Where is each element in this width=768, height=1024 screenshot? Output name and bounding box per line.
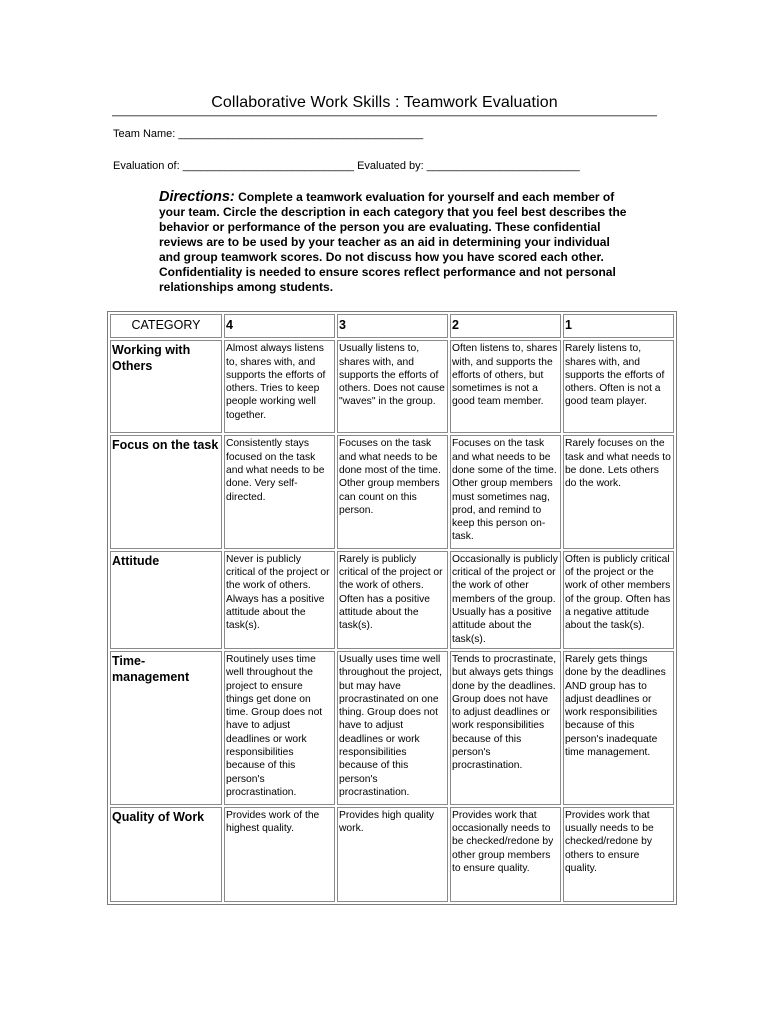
description-cell[interactable]: Provides high quality work. (337, 807, 448, 902)
description-cell[interactable]: Never is publicly critical of the project or the work of others. Always has a positive attitude about the task(s). (224, 551, 335, 649)
description-cell[interactable]: Rarely gets things done by the deadlines AND group has to adjust deadlines or work responsibilities because of this person's inadequate time management. (563, 651, 674, 805)
description-cell[interactable]: Consistently stays focused on the task and what needs to be done. Very self-directed. (224, 435, 335, 548)
category-cell: Focus on the task (110, 435, 222, 548)
directions-text: Complete a teamwork evaluation for yourself and each member of your team. Circle the description in each category that you feel best describes the behavior or performance of the person you are evaluating. These confidential reviews are to be used by your teacher as an aid in determining your individual and group teamwork scores. Do not discuss how you have scored each other. Confidentiality is needed to ensure scores reflect performance and not personal relationships among students. (159, 190, 627, 294)
team-name-field[interactable]: Team Name: ________________________________________ (113, 128, 424, 140)
description-cell[interactable]: Rarely is publicly critical of the project or the work of others. Often has a positive attitude about the task(s). (337, 551, 448, 649)
directions-block (159, 190, 629, 295)
description-cell[interactable]: Provides work of the highest quality. (224, 807, 335, 902)
description-cell[interactable]: Provides work that occasionally needs to be checked/redone by other group members to ensure quality. (450, 807, 561, 902)
category-cell: Quality of Work (110, 807, 222, 902)
category-cell: Attitude (110, 551, 222, 649)
rubric-row-time-management (110, 651, 674, 805)
description-cell[interactable]: Focuses on the task and what needs to be done some of the time. Other group members must sometimes nag, prod, and remind to keep this person on-task. (450, 435, 561, 548)
description-cell[interactable]: Often listens to, shares with, and supports the efforts of others, but sometimes is not a good team member. (450, 340, 561, 433)
description-cell[interactable]: Almost always listens to, shares with, and supports the efforts of others. Tries to keep people working well together. (224, 340, 335, 433)
header-category: CATEGORY (110, 314, 222, 338)
category-cell: Working with Others (110, 340, 222, 433)
rubric-header-row (110, 314, 674, 338)
rubric-row-focus-on-task (110, 435, 674, 548)
rubric-row-attitude (110, 551, 674, 649)
description-cell[interactable]: Provides work that usually needs to be checked/redone by others to ensure quality. (563, 807, 674, 902)
header-score-3: 3 (337, 314, 448, 338)
rubric-row-working-with-others (110, 340, 674, 433)
evaluation-field[interactable]: Evaluation of: ____________________________ Evaluated by: _________________________ (113, 160, 580, 172)
description-cell[interactable]: Often is publicly critical of the project or the work of other members of the group. Often has a negative attitude about the task(s). (563, 551, 674, 649)
description-cell[interactable]: Routinely uses time well throughout the project to ensure things get done on time. Group does not have to adjust deadlines or work responsibilities because of this person's procrastination. (224, 651, 335, 805)
rubric-table (107, 311, 677, 905)
description-cell[interactable]: Usually listens to, shares with, and supports the efforts of others. Does not cause "waves" in the group. (337, 340, 448, 433)
description-cell[interactable]: Rarely focuses on the task and what needs to be done. Lets others do the work. (563, 435, 674, 548)
title-divider (112, 115, 657, 117)
category-cell: Time-management (110, 651, 222, 805)
directions-lead: Directions: (159, 189, 235, 205)
description-cell[interactable]: Focuses on the task and what needs to be done most of the time. Other group members can count on this person. (337, 435, 448, 548)
rubric-row-quality-of-work (110, 807, 674, 902)
header-score-1: 1 (563, 314, 674, 338)
description-cell[interactable]: Tends to procrastinate, but always gets things done by the deadlines. Group does not have to adjust deadlines or work responsibilities because of this person's procrastination. (450, 651, 561, 805)
description-cell[interactable]: Rarely listens to, shares with, and supports the efforts of others. Often is not a good team player. (563, 340, 674, 433)
description-cell[interactable]: Usually uses time well throughout the project, but may have procrastinated on one thing. Group does not have to adjust deadlines or work responsibilities because of this person's procrastination. (337, 651, 448, 805)
page-title: Collaborative Work Skills : Teamwork Evaluation (211, 94, 558, 111)
description-cell[interactable]: Occasionally is publicly critical of the project or the work of other members of the group. Usually has a positive attitude about the task(s). (450, 551, 561, 649)
header-score-4: 4 (224, 314, 335, 338)
header-score-2: 2 (450, 314, 561, 338)
